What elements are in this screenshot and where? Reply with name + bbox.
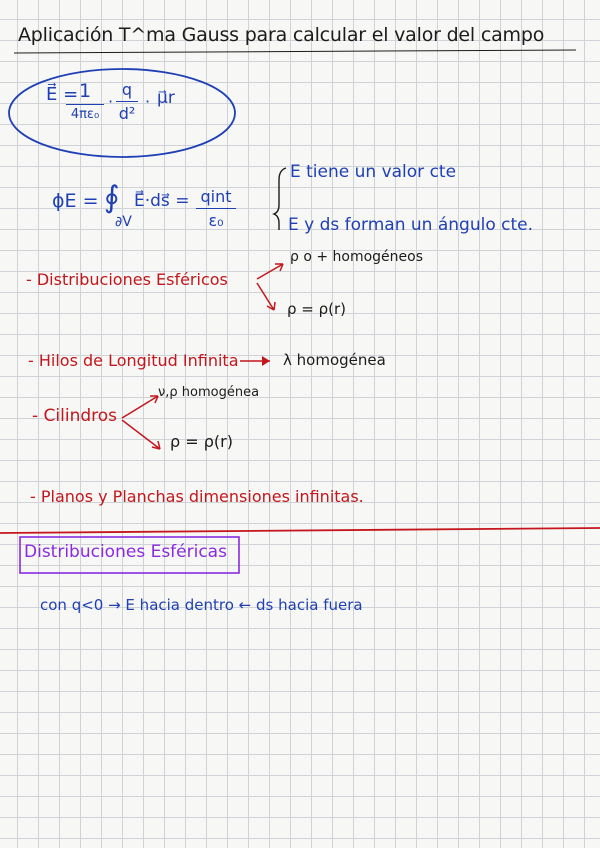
- integral-subscript: ∂V: [115, 214, 132, 230]
- list-item-planos: - Planos y Planchas dimensiones infinitas.: [30, 487, 364, 506]
- condition-line-1: E tiene un valor cte: [290, 162, 457, 182]
- section-text: con q<0 → E hacia dentro ← ds hacia fuera: [40, 596, 363, 614]
- integral-sign: ∮: [104, 180, 120, 215]
- cilindros-homogenea: ν,ρ homogénea: [158, 385, 260, 400]
- qint-numerator: qint: [200, 187, 232, 206]
- eps-denominator: ε₀: [208, 211, 224, 230]
- list-item-esfericos: - Distribuciones Esféricos: [26, 270, 228, 289]
- charge-denominator: d²: [118, 104, 136, 123]
- coef-numerator: 1: [78, 80, 92, 102]
- arrow-esfericos-down: [257, 283, 274, 310]
- flux-formula-charge: [196, 187, 236, 230]
- flux-integrand: E⃗·ds⃗ =: [134, 191, 190, 211]
- conditions-brace: [274, 168, 286, 230]
- arrow-cilindros-up: [122, 396, 158, 418]
- section-heading: Distribuciones Esféricas: [24, 542, 227, 562]
- section-separator: [0, 528, 600, 533]
- condition-line-2: E y ds forman un ángulo cte.: [288, 215, 534, 235]
- hilos-homogenea: λ homogénea: [283, 351, 386, 369]
- page-title: Aplicación T^ma Gauss para calcular el valor del campo: [18, 24, 545, 46]
- list-item-cilindros: - Cilindros: [32, 406, 118, 426]
- cilindros-rho-r: ρ = ρ(r): [170, 432, 233, 451]
- field-formula-dot2: ·: [145, 92, 151, 111]
- arrow-cilindros-down: [122, 420, 160, 449]
- flux-formula-lhs: ϕE =: [52, 190, 99, 212]
- arrow-esfericos-up: [257, 264, 283, 279]
- charge-numerator: q: [121, 80, 133, 99]
- esfericos-rho-r: ρ = ρ(r): [287, 300, 347, 318]
- field-formula-charge: [116, 80, 138, 123]
- list-item-hilos: - Hilos de Longitud Infinita: [28, 351, 239, 370]
- field-formula-coef: [66, 80, 104, 122]
- esfericos-homogeneos: ρ o + homogéneos: [290, 249, 424, 265]
- unit-vector: μ⃗r: [157, 88, 175, 108]
- field-formula-dot1: ·: [108, 92, 114, 111]
- coef-denominator: 4πε₀: [70, 107, 100, 122]
- field-formula-lhs: E⃗ =: [46, 84, 79, 105]
